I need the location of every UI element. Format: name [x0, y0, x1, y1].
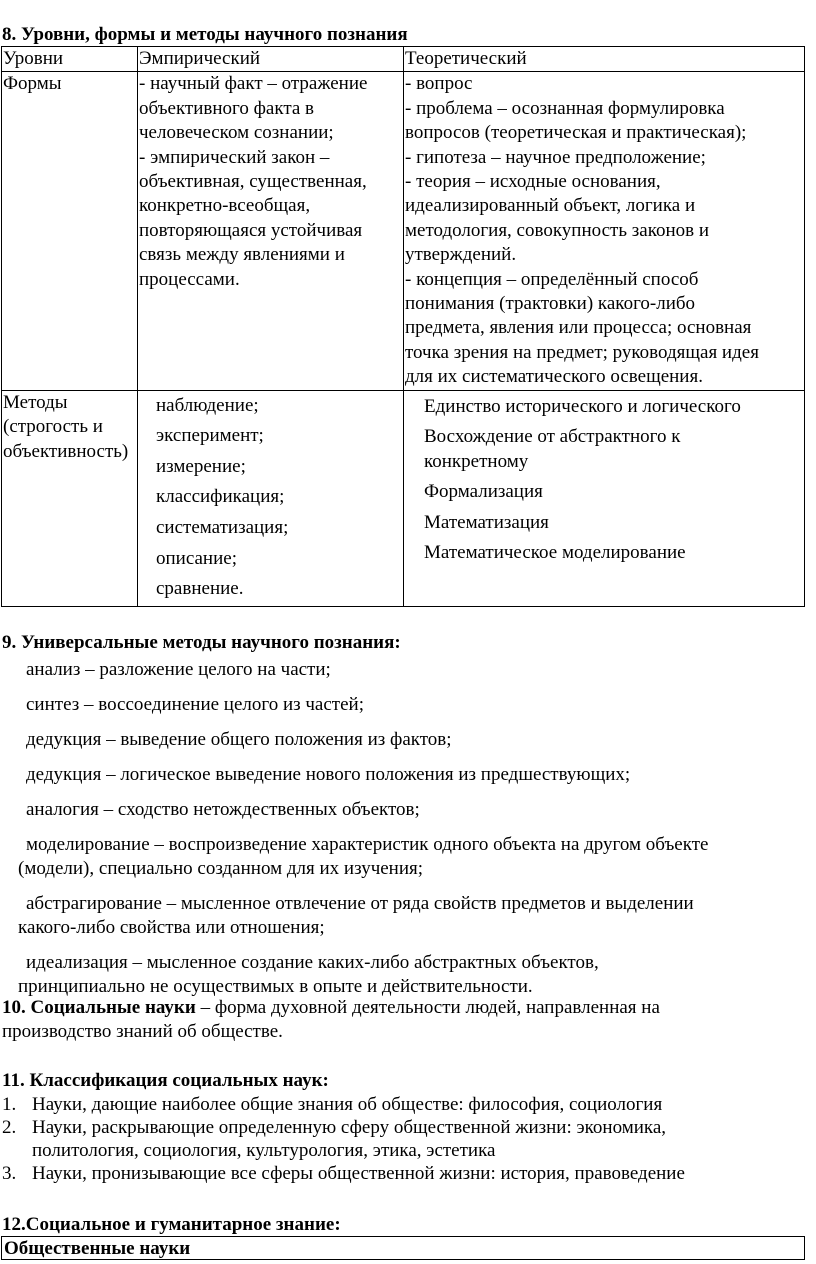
- list-item: [2, 1162, 802, 1185]
- forms-row: [2, 72, 805, 390]
- text-line: вопросов (теоретическая и практическая);: [405, 122, 747, 144]
- text-line: Методы: [3, 391, 68, 413]
- forms-label: Формы: [2, 72, 138, 390]
- method-item-continued: конкретному: [424, 450, 529, 472]
- item-text: Науки, пронизывающие все сферы общественной жизни: история, правоведение: [32, 1163, 685, 1184]
- section-12-title: 12.Социальное и гуманитарное знание:: [2, 1214, 341, 1235]
- item-text-continued: (модели), специально созданном для их изучения;: [18, 858, 424, 879]
- item-text-continued: политология, социология, культурология, этика, эстетика: [32, 1140, 496, 1161]
- method-item: измерение;: [156, 455, 246, 477]
- text-line: (строгость и: [3, 416, 103, 438]
- item-text: Науки, раскрывающие определенную сферу общественной жизни: экономика,: [32, 1117, 667, 1138]
- header-theoretical: Теоретический: [404, 47, 805, 72]
- item-text: идеализация – мысленное создание каких-либо абстрактных объектов,: [26, 952, 599, 973]
- text-line: объективность): [3, 440, 129, 462]
- list-item: [12, 833, 812, 881]
- text-line: методология, совокупность законов и: [405, 219, 710, 241]
- item-text: аналогия – сходство нетождественных объектов;: [26, 799, 420, 820]
- section-10-term: 10. Социальные науки: [2, 997, 196, 1018]
- list-item: [12, 658, 812, 682]
- item-text: дедукция – выведение общего положения из фактов;: [26, 729, 452, 750]
- method-item: классификация;: [156, 486, 285, 508]
- section-10-line: [2, 996, 812, 1020]
- section-10-definition: – форма духовной деятельности людей, направленная на: [195, 997, 660, 1018]
- list-number: 1.: [2, 1094, 17, 1115]
- header-empirical: Эмпирический: [138, 47, 404, 72]
- section-10-line: производство знаний об обществе.: [2, 1021, 283, 1042]
- section-9-title: 9. Универсальные методы научного познания:: [2, 632, 401, 653]
- text-line: понимания (трактовки) какого-либо: [405, 293, 696, 315]
- list-number: 2.: [2, 1117, 17, 1138]
- item-text: Науки, дающие наиболее общие знания об обществе: философия, социология: [32, 1094, 663, 1115]
- text-line: - вопрос: [405, 73, 473, 95]
- list-item: [12, 763, 812, 787]
- text-line: идеализированный объект, логика и: [405, 195, 696, 217]
- text-line: - научный факт – отражение: [139, 73, 368, 95]
- levels-forms-methods-table: [1, 46, 805, 607]
- text-line: объективного факта в: [139, 97, 315, 119]
- item-text-continued: какого-либо свойства или отношения;: [18, 917, 325, 938]
- theoretical-methods-cell: [404, 390, 805, 606]
- empirical-methods-cell: [138, 390, 404, 606]
- method-item: описание;: [156, 547, 237, 569]
- item-text: абстрагирование – мысленное отвлечение от ряда свойств предметов и выделении: [26, 893, 694, 914]
- item-text: синтез – воссоединение целого из частей;: [26, 694, 364, 715]
- theoretical-forms-cell: [404, 72, 805, 390]
- method-item: Единство исторического и логического: [424, 395, 741, 417]
- text-line: - концепция – определённый способ: [405, 268, 699, 290]
- social-sciences-classification-list: [2, 1093, 802, 1185]
- methods-label: [2, 390, 138, 606]
- text-line: связь между явлениями и: [139, 244, 345, 266]
- text-line: точка зрения на предмет; руководящая идея: [405, 341, 759, 363]
- text-line: - эмпирический закон –: [139, 146, 330, 168]
- method-item: сравнение.: [156, 578, 244, 600]
- text-line: объективная, существенная,: [139, 171, 367, 193]
- list-item: [12, 892, 812, 940]
- table-header-row: [2, 47, 805, 72]
- text-line: человеческом сознании;: [139, 122, 334, 144]
- method-item: Математизация: [424, 511, 549, 533]
- item-text: анализ – разложение целого на части;: [26, 659, 331, 680]
- method-item: Формализация: [424, 481, 543, 503]
- text-line: - проблема – осознанная формулировка: [405, 97, 725, 119]
- method-item: Восхождение от абстрактного к: [424, 426, 681, 448]
- list-number: 3.: [2, 1163, 17, 1184]
- list-item: [12, 798, 812, 822]
- text-line: предмета, явления или процесса; основная: [405, 317, 752, 339]
- item-text: дедукция – логическое выведение нового положения из предшествующих;: [26, 764, 631, 785]
- method-item: систематизация;: [156, 517, 289, 539]
- section-10: [2, 996, 812, 1044]
- method-item: наблюдение;: [156, 394, 259, 416]
- section-11-title: 11. Классификация социальных наук:: [2, 1070, 329, 1091]
- section-8-title: 8. Уровни, формы и методы научного познания: [2, 24, 408, 45]
- item-text-continued: принципиально не осуществимых в опыте и действительности.: [18, 976, 533, 997]
- text-line: утверждений.: [405, 244, 517, 266]
- text-line: - гипотеза – научное предположение;: [405, 146, 706, 168]
- text-line: для их систематического освещения.: [405, 366, 703, 388]
- social-sciences-table-header: Общественные науки: [1, 1236, 805, 1260]
- list-item: [12, 951, 812, 999]
- methods-row: [2, 390, 805, 606]
- text-line: процессами.: [139, 268, 240, 290]
- method-item: Математическое моделирование: [424, 542, 686, 564]
- list-item: [12, 693, 812, 717]
- item-text: моделирование – воспроизведение характеристик одного объекта на другом объекте: [26, 834, 709, 855]
- list-item: [12, 728, 812, 752]
- method-item: эксперимент;: [156, 425, 264, 447]
- text-line: - теория – исходные основания,: [405, 171, 661, 193]
- text-line: конкретно-всеобщая,: [139, 195, 311, 217]
- text-line: повторяющаяся устойчивая: [139, 219, 363, 241]
- list-item: [2, 1093, 802, 1116]
- header-levels: Уровни: [2, 47, 138, 72]
- list-item: [2, 1116, 802, 1162]
- universal-methods-list: [12, 658, 812, 1010]
- empirical-forms-cell: [138, 72, 404, 390]
